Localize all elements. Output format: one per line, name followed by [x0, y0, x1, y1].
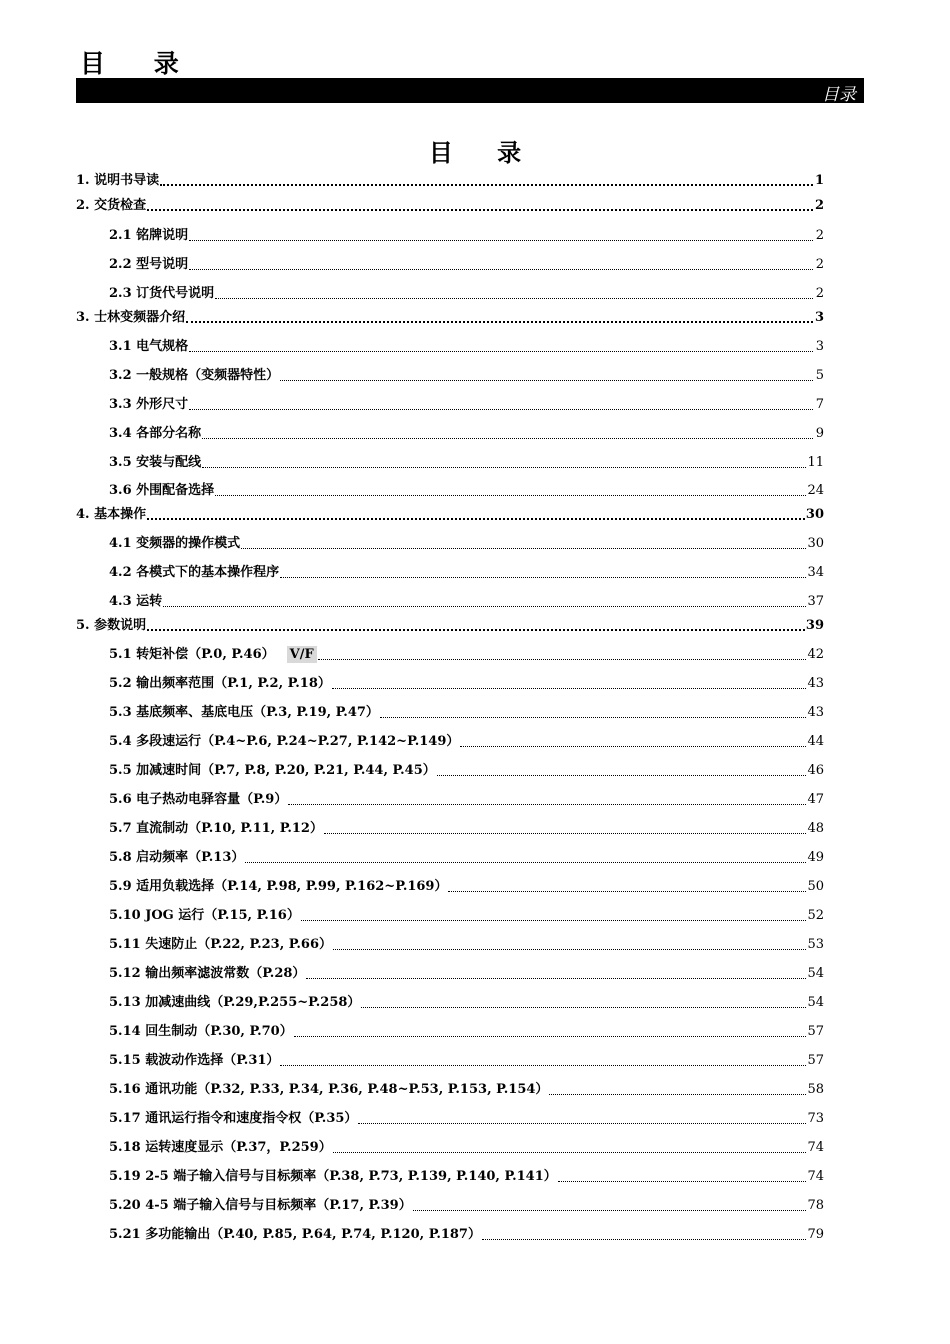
- toc-entry-page: 9: [815, 426, 824, 441]
- toc-entry[interactable]: [76, 1169, 824, 1185]
- toc-entry-label: 5.10 JOG 运行（P.15, P.16）: [109, 908, 300, 923]
- toc-entry[interactable]: [76, 257, 824, 273]
- toc-entry-page: 50: [807, 879, 824, 894]
- page-header-title: 目 录: [80, 49, 199, 78]
- toc-entry-label: 3.2 一般规格（变频器特性）: [109, 368, 280, 383]
- toc-leader-dots: [333, 1140, 807, 1153]
- toc-leader-dots: [549, 1082, 806, 1095]
- toc-entry-page: 24: [807, 483, 824, 498]
- toc-entry-page: 3: [814, 310, 824, 325]
- toc-entry[interactable]: [76, 966, 824, 982]
- toc-leader-dots: [160, 172, 813, 186]
- toc-entry-label: 5.3 基底频率、基底电压（P.3, P.19, P.47）: [109, 705, 379, 720]
- toc-entry[interactable]: [76, 647, 824, 663]
- toc-entry-page: 3: [815, 339, 824, 354]
- toc-entry-label: 1. 说明书导读: [76, 173, 160, 188]
- header-bar: [76, 78, 864, 103]
- toc-entry-label: 3.1 电气规格: [109, 339, 189, 354]
- toc-entry-label: 5.14 回生制动（P.30, P.70）: [109, 1024, 293, 1039]
- toc-leader-dots: [202, 455, 806, 468]
- toc-entry[interactable]: [76, 426, 824, 442]
- toc-leader-dots: [215, 483, 806, 496]
- toc-entry[interactable]: [76, 594, 824, 610]
- toc-entry-page: 47: [807, 792, 824, 807]
- toc-entry-page: 30: [807, 536, 824, 551]
- toc-entry[interactable]: [76, 850, 824, 866]
- toc-leader-dots: [361, 995, 806, 1008]
- toc-entry[interactable]: [76, 734, 824, 750]
- toc-entry-label: 4. 基本操作: [76, 507, 147, 522]
- toc-entry-label: 3.3 外形尺寸: [109, 397, 189, 412]
- toc-leader-dots: [460, 734, 806, 747]
- toc-entry-label: 5.5 加减速时间（P.7, P.8, P.20, P.21, P.44, P.45）: [109, 763, 436, 778]
- toc-entry-page: 39: [805, 618, 824, 633]
- toc-entry-page: 74: [807, 1169, 824, 1184]
- toc-entry-label: 5.6 电子热动电驿容量（P.9）: [109, 792, 288, 807]
- toc-leader-dots: [215, 286, 813, 299]
- toc-entry[interactable]: [76, 1140, 824, 1156]
- toc-entry[interactable]: [76, 173, 824, 189]
- toc-entry-label: 5.9 适用负载选择（P.14, P.98, P.99, P.162~P.169）: [109, 879, 448, 894]
- toc-entry[interactable]: [76, 1227, 824, 1243]
- toc-entry-label: 3.6 外围配备选择: [109, 483, 215, 498]
- toc-entry-label: 4.1 变频器的操作模式: [109, 536, 241, 551]
- toc-entry-page: 11: [807, 455, 824, 470]
- toc-leader-dots: [280, 565, 806, 578]
- toc-entry-label: 5.20 4-5 端子输入信号与目标频率（P.17, P.39）: [109, 1198, 412, 1213]
- toc-entry[interactable]: [76, 368, 824, 384]
- toc-entry[interactable]: [76, 310, 824, 326]
- toc-entry-page: 2: [815, 286, 824, 301]
- toc-entry-page: 49: [807, 850, 824, 865]
- toc-entry[interactable]: [76, 1082, 824, 1098]
- toc-leader-dots: [241, 536, 806, 549]
- toc-entry[interactable]: [76, 536, 824, 552]
- toc-entry-label: 3.4 各部分名称: [109, 426, 202, 441]
- toc-entry-page: 54: [807, 966, 824, 981]
- toc-leader-dots: [413, 1198, 807, 1211]
- toc-entry-label: 3. 士林变频器介绍: [76, 310, 186, 325]
- toc-entry[interactable]: [76, 763, 824, 779]
- toc-leader-dots: [202, 426, 813, 439]
- toc-leader-dots: [280, 368, 813, 381]
- toc-leader-dots: [318, 647, 807, 660]
- header-bar-label: 目录: [822, 85, 856, 105]
- toc-entry-label: 5.2 输出频率范围（P.1, P.2, P.18）: [109, 676, 331, 691]
- toc-entry-label: 2. 交货检查: [76, 198, 147, 213]
- toc-leader-dots: [147, 617, 805, 631]
- toc-entry-label: 5. 参数说明: [76, 618, 147, 633]
- toc-entry-page: 57: [807, 1024, 824, 1039]
- toc-entry-label: 5.16 通讯功能（P.32, P.33, P.34, P.36, P.48~P.53, P.153, P.154）: [109, 1082, 549, 1097]
- toc-leader-dots: [163, 594, 806, 607]
- toc-entry[interactable]: [76, 339, 824, 355]
- toc-leader-dots: [380, 705, 807, 718]
- toc-leader-dots: [294, 1024, 807, 1037]
- toc-leader-dots: [280, 1053, 806, 1066]
- toc-entry[interactable]: [76, 937, 824, 953]
- toc-entry[interactable]: [76, 879, 824, 895]
- toc-entry[interactable]: [76, 228, 824, 244]
- toc-entry-page: 43: [807, 705, 824, 720]
- toc-entry-highlight: V/F: [287, 646, 317, 663]
- toc-entry-label: 5.21 多功能输出（P.40, P.85, P.64, P.74, P.120, P.187）: [109, 1227, 481, 1242]
- toc-entry-page: 78: [807, 1198, 824, 1213]
- toc-entry[interactable]: [76, 705, 824, 721]
- toc-entry-label: 5.1 转矩补偿（P.0, P.46） V/F: [109, 647, 317, 663]
- toc-leader-dots: [332, 676, 807, 689]
- toc-entry-label: 4.2 各模式下的基本操作程序: [109, 565, 280, 580]
- toc-leader-dots: [448, 879, 806, 892]
- toc-entry[interactable]: [76, 618, 824, 634]
- toc-entry-label: 3.5 安装与配线: [109, 455, 202, 470]
- toc-entry-label: 2.2 型号说明: [109, 257, 189, 272]
- toc-leader-dots: [324, 821, 806, 834]
- toc-entry-page: 30: [805, 507, 824, 522]
- toc-entry-label: 5.15 载波动作选择（P.31）: [109, 1053, 280, 1068]
- toc-entry[interactable]: [76, 507, 824, 523]
- toc-entry-label: 5.4 多段速运行（P.4~P.6, P.24~P.27, P.142~P.149）: [109, 734, 460, 749]
- toc-leader-dots: [186, 309, 813, 323]
- toc-leader-dots: [288, 792, 806, 805]
- toc-entry-label: 2.1 铭牌说明: [109, 228, 189, 243]
- toc-leader-dots: [147, 197, 813, 211]
- toc-entry-page: 2: [815, 228, 824, 243]
- toc-entry-page: 52: [807, 908, 824, 923]
- toc-entry-page: 73: [807, 1111, 824, 1126]
- toc-entry-page: 53: [807, 937, 824, 952]
- toc-entry-label: 5.18 运转速度显示（P.37，P.259）: [109, 1140, 332, 1155]
- toc-entry[interactable]: [76, 821, 824, 837]
- toc-entry-page: 48: [807, 821, 824, 836]
- toc-entry-page: 43: [807, 676, 824, 691]
- toc-entry[interactable]: [76, 995, 824, 1011]
- toc-leader-dots: [358, 1111, 806, 1124]
- toc-entry-page: 79: [807, 1227, 824, 1242]
- toc-entry-page: 46: [807, 763, 824, 778]
- toc-entry[interactable]: [76, 397, 824, 413]
- toc-entry[interactable]: [76, 792, 824, 808]
- toc-entry-label: 5.7 直流制动（P.10, P.11, P.12）: [109, 821, 323, 836]
- toc-entry[interactable]: [76, 1024, 824, 1040]
- toc-entry[interactable]: [76, 565, 824, 581]
- toc-title: 目 录: [428, 139, 540, 167]
- toc-leader-dots: [558, 1169, 807, 1182]
- toc-entry-label: 5.11 失速防止（P.22, P.23, P.66）: [109, 937, 333, 952]
- toc-entry-page: 1: [814, 173, 824, 188]
- toc-entry-label: 5.12 输出频率滤波常数（P.28）: [109, 966, 306, 981]
- toc-entry[interactable]: [76, 676, 824, 692]
- toc-entry[interactable]: [76, 1053, 824, 1069]
- toc-leader-dots: [189, 397, 813, 410]
- toc-entry-page: 7: [815, 397, 824, 412]
- toc-entry-page: 74: [807, 1140, 824, 1155]
- toc-entry-label: 2.3 订货代号说明: [109, 286, 215, 301]
- toc-entry[interactable]: [76, 455, 824, 471]
- toc-leader-dots: [189, 228, 813, 241]
- toc-entry[interactable]: [76, 483, 824, 499]
- toc-leader-dots: [189, 257, 813, 270]
- toc-leader-dots: [306, 966, 806, 979]
- toc-entry[interactable]: [76, 198, 824, 214]
- toc-leader-dots: [437, 763, 807, 776]
- toc-entry-label: 5.17 通讯运行指令和速度指令权（P.35）: [109, 1111, 358, 1126]
- toc-entry-page: 5: [815, 368, 824, 383]
- toc-entry-page: 54: [807, 995, 824, 1010]
- toc-entry-label: 5.13 加减速曲线（P.29,P.255~P.258）: [109, 995, 361, 1010]
- toc-entry-page: 34: [807, 565, 824, 580]
- toc-entry[interactable]: [76, 1198, 824, 1214]
- toc-entry-label: 5.8 启动频率（P.13）: [109, 850, 245, 865]
- toc-leader-dots: [301, 908, 807, 921]
- toc-entry-label: 4.3 运转: [109, 594, 163, 609]
- toc-entry-page: 42: [807, 647, 824, 662]
- toc-entry-page: 57: [807, 1053, 824, 1068]
- toc-entry[interactable]: [76, 1111, 824, 1127]
- toc-entry-page: 2: [815, 257, 824, 272]
- toc-leader-dots: [245, 850, 806, 863]
- toc-leader-dots: [482, 1227, 806, 1240]
- toc-entry[interactable]: [76, 908, 824, 924]
- toc-leader-dots: [147, 506, 805, 520]
- toc-entry-page: 2: [814, 198, 824, 213]
- toc-entry-page: 37: [807, 594, 824, 609]
- toc-entry-page: 44: [807, 734, 824, 749]
- toc-entry-label: 5.19 2-5 端子输入信号与目标频率（P.38, P.73, P.139, P.140, P.141）: [109, 1169, 557, 1184]
- toc-entry[interactable]: [76, 286, 824, 302]
- toc-entry-page: 58: [807, 1082, 824, 1097]
- toc-leader-dots: [333, 937, 806, 950]
- toc-leader-dots: [189, 339, 813, 352]
